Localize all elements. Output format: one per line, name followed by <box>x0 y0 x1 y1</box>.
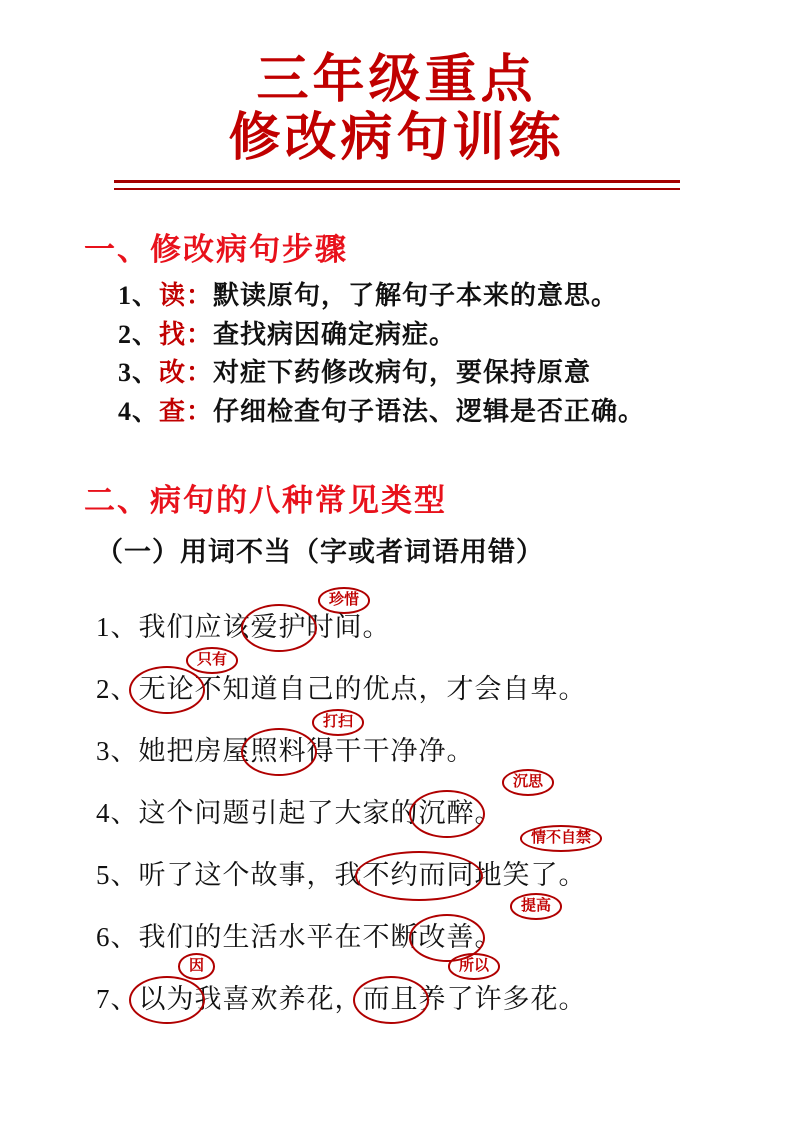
sentence-text <box>96 800 503 827</box>
title-divider-thick <box>114 180 680 183</box>
marked-word: 无论 <box>138 674 195 705</box>
sentence-before: 听了这个故事，我 <box>138 860 363 891</box>
step-key: 读： <box>159 281 214 311</box>
title-line-2: 修改病句训练 <box>228 110 565 168</box>
sentence-index: 1、 <box>96 612 139 643</box>
sentence-after: 。 <box>474 922 503 953</box>
step-row <box>118 316 737 354</box>
step-key: 找： <box>159 319 214 349</box>
sentence-before: 她把房屋 <box>138 736 251 767</box>
marked-word: 爱护 <box>250 612 307 643</box>
correction-bubble: 打扫 <box>312 709 364 736</box>
title-line-1: 三年级重点 <box>256 52 537 109</box>
practice-sentence-row <box>96 711 737 773</box>
step-text: 仔细检查句子语法、逻辑是否正确。 <box>213 396 646 426</box>
marked-word-secondary: 而且 <box>362 984 419 1015</box>
sentence-text <box>96 924 503 951</box>
marked-word: 以为 <box>138 984 195 1015</box>
step-row <box>118 354 737 392</box>
sentence-before: 我们应该 <box>138 612 251 643</box>
sentence-after: 。 <box>474 798 503 829</box>
correction-bubble-secondary: 所以 <box>448 953 500 980</box>
step-text: 默读原句，了解句子本来的意思。 <box>213 281 619 311</box>
correction-bubble: 只有 <box>186 647 238 674</box>
step-key: 改： <box>159 358 214 388</box>
sentence-text <box>96 986 587 1013</box>
practice-sentence-row <box>96 649 737 711</box>
step-text: 查找病因确定病症。 <box>213 319 457 349</box>
sentence-middle: 我喜欢养花， <box>194 984 363 1015</box>
step-text: 对症下药修改病句，要保持原意 <box>213 358 592 388</box>
correction-bubble: 提高 <box>510 893 562 920</box>
sentence-index: 6、 <box>96 922 139 953</box>
sentence-after: 不知道自己的优点，才会自卑。 <box>194 674 587 705</box>
sentence-after: 时间。 <box>306 612 391 643</box>
correction-bubble: 沉思 <box>502 769 554 796</box>
correction-bubble: 因 <box>178 953 215 980</box>
step-index: 1、 <box>118 281 160 311</box>
sentence-text <box>96 738 475 765</box>
step-row <box>118 277 737 315</box>
document-title <box>56 0 737 190</box>
practice-sentence-row <box>96 959 737 1021</box>
practice-sentence-row <box>96 897 737 959</box>
section-heading-2: 二、病句的八种常见类型 <box>84 483 447 519</box>
step-row <box>118 393 737 431</box>
sentence-index: 4、 <box>96 798 139 829</box>
marked-word: 照料 <box>250 736 307 767</box>
sentence-index: 3、 <box>96 736 139 767</box>
practice-sentence-row <box>96 587 737 649</box>
subsection-heading: （一）用词不当（字或者词语用错） <box>96 537 544 568</box>
practice-sentence-row <box>96 830 737 897</box>
practice-sentence-list <box>96 587 737 1021</box>
steps-list <box>118 277 737 431</box>
marked-word: 沉醉 <box>418 798 475 829</box>
sentence-text <box>96 614 391 641</box>
step-index: 3、 <box>118 358 160 388</box>
sentence-before: 我们的生活水平在不断 <box>138 922 419 953</box>
sentence-after: 得干干净净。 <box>306 736 475 767</box>
sentence-text <box>96 676 587 703</box>
section-heading-1: 一、修改病句步骤 <box>84 232 348 268</box>
sentence-index: 2、 <box>96 674 139 705</box>
sentence-before: 这个问题引起了大家的 <box>138 798 419 829</box>
sentence-text <box>96 862 587 889</box>
title-divider-thin <box>114 188 680 190</box>
step-index: 2、 <box>118 319 160 349</box>
marked-word: 不约而同 <box>362 860 475 891</box>
step-key: 查： <box>159 396 214 426</box>
practice-sentence-row <box>96 773 737 835</box>
marked-word: 改善 <box>418 922 475 953</box>
correction-bubble: 情不自禁 <box>520 825 602 852</box>
sentence-after: 养了许多花。 <box>418 984 587 1015</box>
sentence-index: 7、 <box>96 984 139 1015</box>
correction-bubble: 珍惜 <box>318 587 370 614</box>
step-index: 4、 <box>118 396 160 426</box>
sentence-index: 5、 <box>96 860 139 891</box>
sentence-after: 地笑了。 <box>474 860 587 891</box>
